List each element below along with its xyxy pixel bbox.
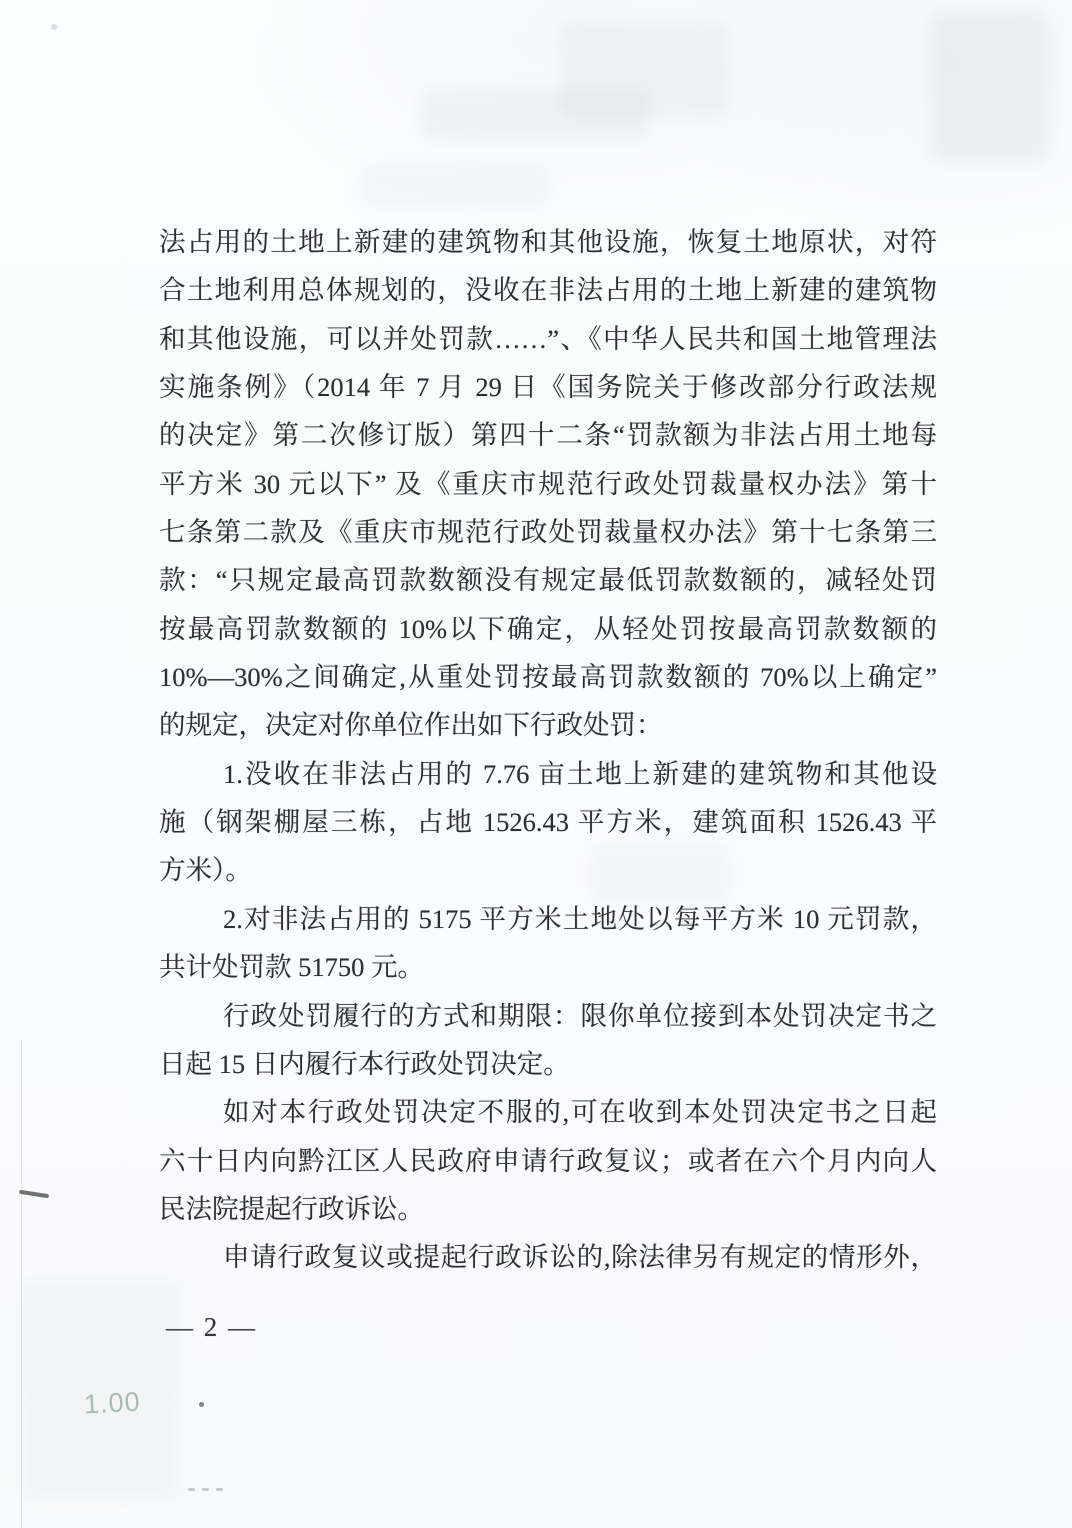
document-line: 民法院提起行政诉讼。 xyxy=(159,1193,424,1224)
document-line: 七条第二款及《重庆市规范行政处罚裁量权办法》第十七条第三 xyxy=(159,517,937,548)
scan-speck-row xyxy=(188,1488,244,1492)
document-line: 平方米 30 元以下” 及《重庆市规范行政处罚裁量权办法》第十 xyxy=(159,468,937,499)
scan-speck xyxy=(216,1488,223,1491)
scan-bleedthrough-artifact xyxy=(930,12,1050,162)
document-line: 款：“只规定最高罚款数额没有规定最低罚款数额的，减轻处罚 xyxy=(159,565,937,596)
document-line: 按最高罚款数额的 10%以下确定，从轻处罚按最高罚款数额的 xyxy=(159,613,937,644)
document-line: 方米）。 xyxy=(159,855,252,886)
document-line: 日起 15 日内履行本行政处罚决定。 xyxy=(159,1048,570,1079)
document-line: 施（钢架棚屋三栋，占地 1526.43 平方米，建筑面积 1526.43 平 xyxy=(159,807,937,838)
paper-fold-line xyxy=(21,1040,22,1528)
scan-speck xyxy=(188,1488,195,1491)
handwritten-mark: 1.00 xyxy=(83,1386,142,1420)
scan-speck xyxy=(51,24,57,30)
page-number: — 2 — xyxy=(166,1312,257,1342)
document-line: 共计处罚款 51750 元。 xyxy=(159,952,424,983)
ink-speck xyxy=(199,1402,204,1407)
document-line: 的规定，决定对你单位作出如下行政处罚： xyxy=(159,710,663,741)
document-line: 2.对非法占用的 5175 平方米土地处以每平方米 10 元罚款， xyxy=(223,903,937,934)
document-line: 实施条例》（2014 年 7 月 29 日《国务院关于修改部分行政法规 xyxy=(159,372,937,403)
scan-bleedthrough-artifact xyxy=(360,165,550,207)
scan-speck xyxy=(202,1488,209,1491)
document-body-text xyxy=(159,218,937,1282)
document-line: 申请行政复议或提起行政诉讼的,除法律另有规定的情形外， xyxy=(223,1242,937,1273)
scan-bleedthrough-artifact xyxy=(420,90,650,140)
document-line: 如对本行政处罚决定不服的,可在收到本处罚决定书之日起 xyxy=(223,1097,937,1128)
document-line: 10%—30%之间确定,从重处罚按最高罚款数额的 70%以上确定” xyxy=(159,662,937,693)
document-line: 的决定》第二次修订版）第四十二条“罚款额为非法占用土地每 xyxy=(159,420,937,451)
document-line: 行政处罚履行的方式和期限：限你单位接到本处罚决定书之 xyxy=(223,1000,937,1031)
pen-stroke-artifact xyxy=(19,1190,49,1199)
scan-bleedthrough-artifact xyxy=(560,22,730,117)
document-line: 六十日内向黔江区人民政府申请行政复议；或者在六个月内向人 xyxy=(159,1145,937,1176)
document-line: 和其他设施，可以并处罚款……”、《中华人民共和国土地管理法 xyxy=(159,323,937,354)
document-line: 合土地利用总体规划的，没收在非法占用的土地上新建的建筑物 xyxy=(159,275,937,306)
document-line: 法占用的土地上新建的建筑物和其他设施，恢复土地原状，对符 xyxy=(159,227,937,257)
document-line: 1.没收在非法占用的 7.76 亩土地上新建的建筑物和其他设 xyxy=(223,758,937,789)
